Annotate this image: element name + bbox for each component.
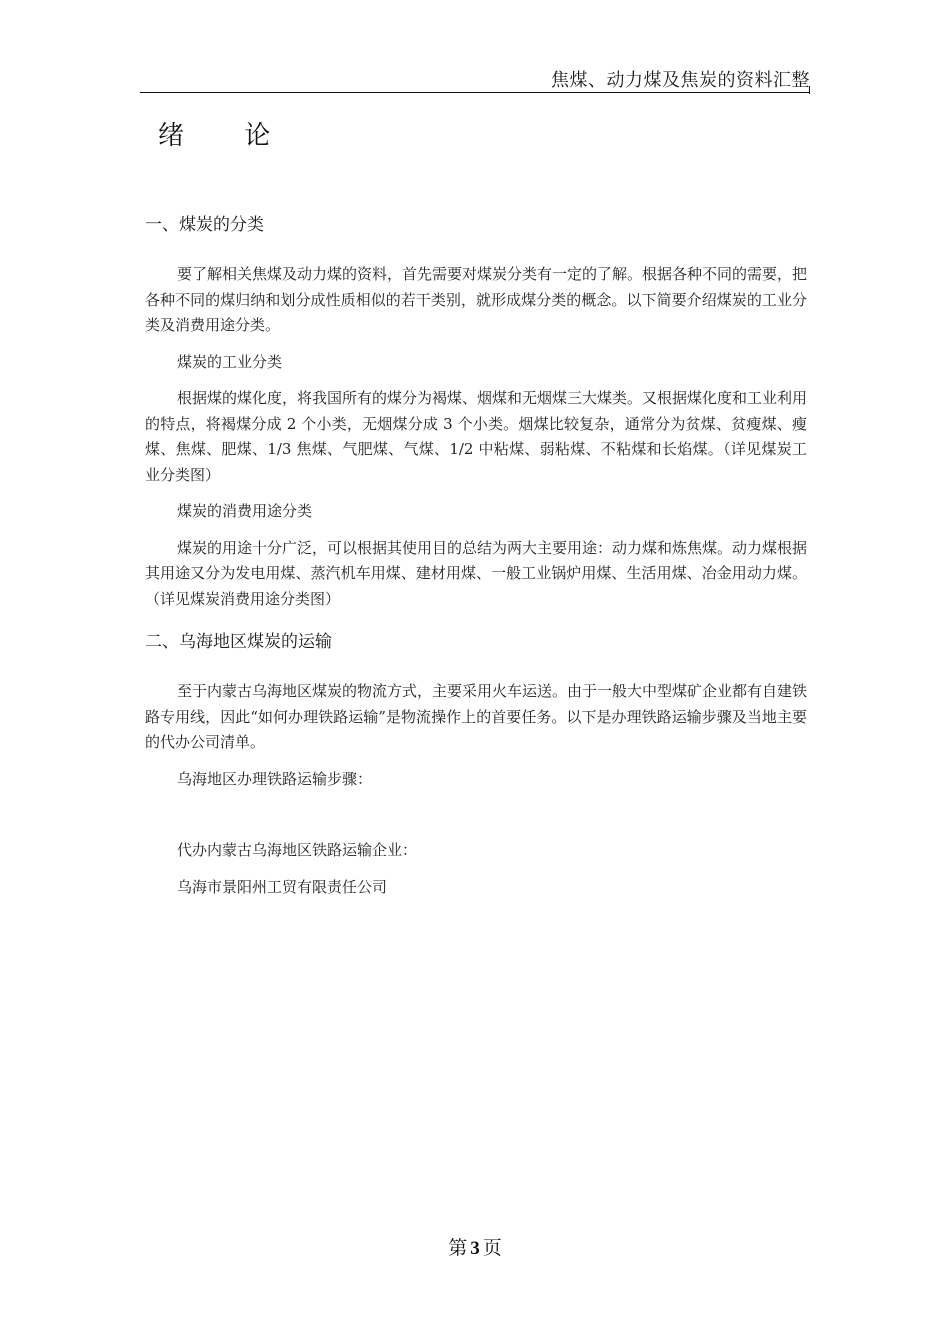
paragraph-industrial-classification: 根据煤的煤化度，将我国所有的煤分为褐煤、烟煤和无烟煤三大煤类。又根据煤化度和工业利用的特点，将褐煤分成 2 个小类，无烟煤分成 3 个小类。烟煤比较复杂，通常分为贫煤、贫瘦煤、瘦煤、焦煤、肥煤、1/3 焦煤、气肥煤、气煤、1/2 中粘煤、弱粘煤、不粘煤和长焰煤。（详见煤炭工业分类图） bbox=[145, 389, 808, 484]
section-heading-wuhai-transport: 二、乌海地区煤炭的运输 bbox=[145, 632, 332, 652]
document-title: 绪 论 bbox=[158, 121, 297, 151]
subheading-industrial-classification: 煤炭的工业分类 bbox=[177, 352, 283, 371]
page-number-prefix: 第 bbox=[448, 1237, 468, 1259]
paragraph-classification-intro: 要了解相关焦煤及动力煤的资料，首先需要对煤炭分类有一定的了解。根据各种不同的需要，把各种不同的煤归纳和划分成性质相似的若干类别，就形成煤分类的概念。以下简要介绍煤炭的工业分类及消费用途分类。 bbox=[145, 265, 808, 334]
page-number bbox=[0, 1233, 950, 1260]
paragraph-consumption-classification: 煤炭的用途十分广泛，可以根据其使用目的总结为两大主要用途：动力煤和炼焦煤。动力煤根据其用途又分为发电用煤、蒸汽机车用煤、建材用煤、一般工业锅炉用煤、生活用煤、冶金用动力煤。（详见煤炭消费用途分类图） bbox=[145, 538, 808, 608]
header-rule bbox=[140, 92, 810, 93]
label-railway-agents: 代办内蒙古乌海地区铁路运输企业： bbox=[177, 841, 418, 859]
company-name: 乌海市景阳州工贸有限责任公司 bbox=[177, 877, 388, 896]
page-number-suffix: 页 bbox=[482, 1237, 502, 1259]
label-railway-steps: 乌海地区办理铁路运输步骤： bbox=[177, 769, 373, 788]
page-number-value: 3 bbox=[470, 1238, 480, 1259]
subheading-consumption-classification: 煤炭的消费用途分类 bbox=[177, 502, 313, 520]
header-rule-tick bbox=[809, 86, 810, 94]
paragraph-transport-intro: 至于内蒙古乌海地区煤炭的物流方式，主要采用火车运送。由于一般大中型煤矿企业都有自建铁路专用线，因此“如何办理铁路运输”是物流操作上的首要任务。以下是办理铁路运输步骤及当地主要的代办公司清单。 bbox=[145, 682, 808, 751]
document-body bbox=[145, 210, 807, 900]
section-heading-coal-classification: 一、煤炭的分类 bbox=[145, 215, 264, 235]
running-header: 焦煤、动力煤及焦炭的资料汇整 bbox=[551, 70, 810, 91]
